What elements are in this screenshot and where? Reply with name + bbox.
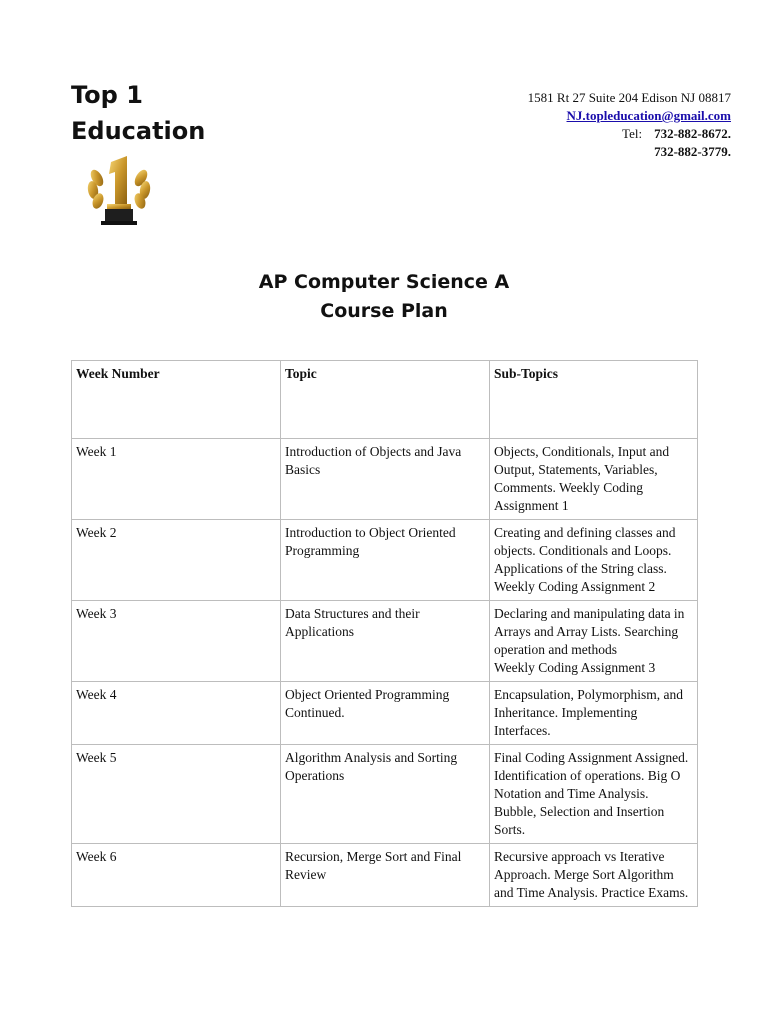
title-line-2: Course Plan <box>320 300 448 322</box>
sub-topics-cell: Creating and defining classes and objects. Conditionals and Loops. Applications of the String class. Weekly Coding Assignment 2 <box>490 520 698 601</box>
brand-line-1: Top 1 <box>71 81 143 109</box>
sub-topics-cell: Declaring and manipulating data in Arrays and Array Lists. Searching operation and methods Weekly Coding Assignment 3 <box>490 601 698 682</box>
week-cell: Week 6 <box>72 844 281 907</box>
table-row <box>72 745 698 844</box>
week-cell: Week 4 <box>72 682 281 745</box>
header-sub-topics: Sub-Topics <box>490 361 698 439</box>
table-row <box>72 682 698 745</box>
phone-2: 732-882-3779. <box>654 144 731 159</box>
header-week-number: Week Number <box>72 361 281 439</box>
page-title <box>0 268 768 326</box>
brand-name <box>71 77 205 149</box>
sub-topics-cell: Encapsulation, Polymorphism, and Inheritance. Implementing Interfaces. <box>490 682 698 745</box>
address: 1581 Rt 27 Suite 204 Edison NJ 08817 <box>527 90 731 105</box>
table-row <box>72 601 698 682</box>
email-link[interactable]: NJ.topleducation@gmail.com <box>566 108 731 123</box>
week-cell: Week 3 <box>72 601 281 682</box>
week-cell: Week 2 <box>72 520 281 601</box>
tel-label: Tel: <box>622 126 643 141</box>
table-header-row <box>72 361 698 439</box>
week-cell: Week 1 <box>72 439 281 520</box>
topic-cell: Introduction of Objects and Java Basics <box>281 439 490 520</box>
phone-1: 732-882-8672. <box>654 126 731 141</box>
sub-topics-cell: Objects, Conditionals, Input and Output, Statements, Variables, Comments. Weekly Coding Assignment 1 <box>490 439 698 520</box>
topic-cell: Object Oriented Programming Continued. <box>281 682 490 745</box>
brand-line-2: Education <box>71 117 206 145</box>
header-topic: Topic <box>281 361 490 439</box>
topic-cell: Data Structures and their Applications <box>281 601 490 682</box>
table-row <box>72 844 698 907</box>
trophy-number-one-icon <box>71 148 167 226</box>
table-row <box>72 520 698 601</box>
sub-topics-cell: Recursive approach vs Iterative Approach. Merge Sort Algorithm and Time Analysis. Practice Exams. <box>490 844 698 907</box>
contact-info <box>528 89 731 161</box>
topic-cell: Introduction to Object Oriented Programming <box>281 520 490 601</box>
week-cell: Week 5 <box>72 745 281 844</box>
sub-topics-cell: Final Coding Assignment Assigned. Identification of operations. Big O Notation and Time Analysis. Bubble, Selection and Insertion Sorts. <box>490 745 698 844</box>
table-row <box>72 439 698 520</box>
topic-cell: Recursion, Merge Sort and Final Review <box>281 844 490 907</box>
title-line-1: AP Computer Science A <box>258 271 510 293</box>
course-plan-table <box>71 360 698 907</box>
topic-cell: Algorithm Analysis and Sorting Operations <box>281 745 490 844</box>
